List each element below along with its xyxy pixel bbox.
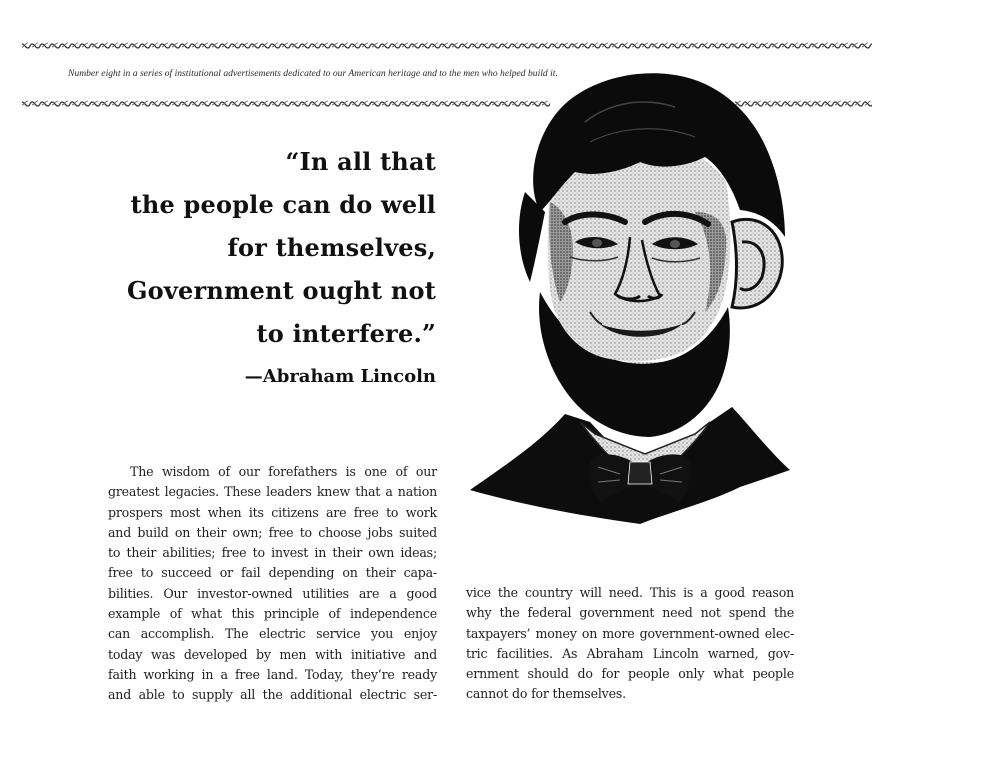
- body-column-right: [466, 583, 794, 705]
- body-line: example of what this principle of independence: [108, 606, 437, 622]
- body-line: greatest legacies. These leaders knew that a nation: [108, 484, 437, 500]
- body-line: and able to supply all the additional electric ser-: [108, 687, 437, 703]
- body-line: faith working in a free land. Today, they’re ready: [108, 666, 437, 682]
- quote-line: Government ought not: [126, 276, 436, 305]
- quote-line: for themselves,: [227, 233, 436, 262]
- body-line: ernment should do for people only what people: [466, 666, 794, 682]
- body-line: prospers most when its citizens are free to work: [108, 504, 437, 520]
- body-line: can accomplish. The electric service you enjoy: [108, 626, 437, 642]
- body-column-left: [108, 462, 437, 706]
- body-line: and build on their own; free to choose jobs suited: [108, 524, 437, 540]
- quote-line: the people can do well: [130, 190, 436, 219]
- body-line: tric facilities. As Abraham Lincoln warned, gov-: [466, 645, 794, 661]
- body-line: vice the country will need. This is a good reason: [466, 585, 794, 600]
- decorative-border-top: [22, 42, 872, 50]
- body-line: bilities. Our investor-owned utilities are a good: [108, 585, 437, 601]
- quote-attribution: —Abraham Lincoln: [244, 366, 436, 387]
- body-line: to their abilities; free to invest in their own ideas;: [108, 545, 437, 561]
- body-line: taxpayers’ money on more government-owned elec-: [466, 625, 794, 641]
- body-line: why the federal government need not spend the: [466, 605, 794, 621]
- lincoln-quote: [110, 140, 436, 355]
- lincoln-portrait-illustration: [470, 62, 815, 547]
- quote-line: to interfere.”: [256, 319, 436, 348]
- body-line: free to succeed or fail depending on their capa-: [108, 565, 437, 581]
- body-line: cannot do for themselves.: [466, 686, 626, 702]
- series-note: Number eight in a series of institutional advertisements dedicated to our American heritage and to the men who helped build it.: [68, 68, 558, 79]
- body-line: The wisdom of our forefathers is one of our: [130, 464, 437, 479]
- body-line: today was developed by men with initiative and: [108, 646, 437, 662]
- quote-line: “In all that: [285, 147, 436, 176]
